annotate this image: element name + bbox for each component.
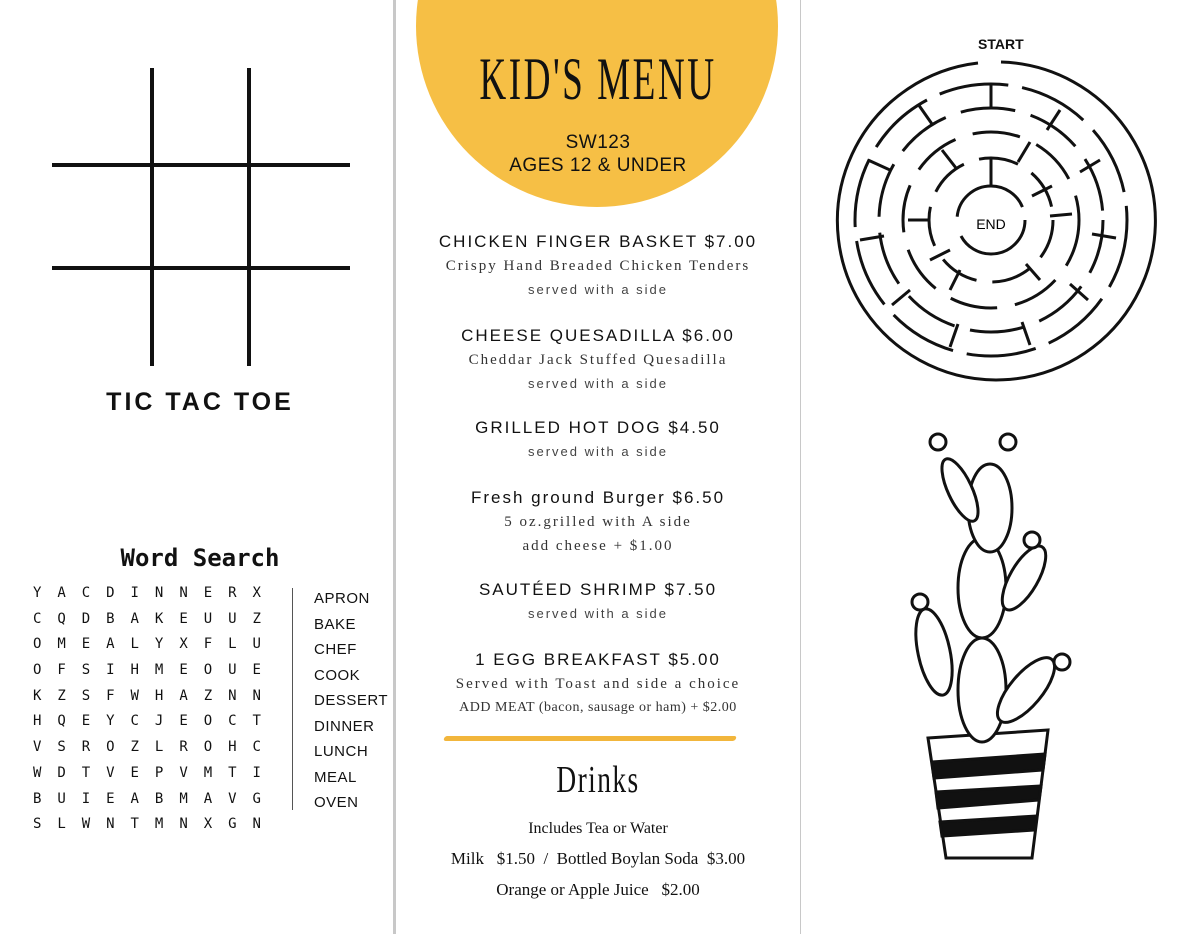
word-search-row (25, 583, 269, 609)
ttt-vertical-line (247, 68, 251, 366)
word-search-letter: B (32, 790, 42, 807)
menu-item (396, 648, 800, 720)
word-search-letter: N (154, 585, 164, 601)
word-search-letter: K (154, 610, 164, 627)
word-search-letter: E (81, 713, 91, 730)
activity-panel-left (0, 0, 396, 934)
word-search-letter: O (203, 739, 213, 756)
word-search-letter: S (81, 687, 91, 704)
word-search-letter: L (130, 636, 139, 653)
drinks-prices: Milk $1.50 / Bottled Boylan Soda $3.00 (450, 849, 746, 868)
word-search-letter: N (106, 816, 115, 833)
menu-item (396, 324, 800, 396)
menu-item (396, 486, 800, 558)
word-search-letter: E (203, 585, 213, 601)
word-search-row (25, 609, 269, 635)
word-search-letter: H (130, 662, 139, 679)
word-search-letter: M (179, 790, 188, 807)
word-search-letter: O (106, 739, 115, 756)
word-search-letter: I (106, 662, 115, 679)
ttt-horizontal-line (52, 163, 350, 167)
activity-panel-right (800, 0, 1200, 934)
word-search-row (25, 711, 269, 737)
menu-item-description: add cheese + $1.00 (522, 538, 674, 554)
menu-item (396, 416, 800, 464)
word-search-letter: W (81, 816, 91, 833)
word-search-letter: E (252, 662, 261, 679)
word-search-letter: E (179, 662, 188, 679)
maze-end-label: END (976, 216, 1006, 232)
word-search-row (25, 686, 269, 712)
word-search-letter: Y (32, 585, 42, 601)
word-search-divider (292, 588, 293, 810)
cactus-flower (1054, 654, 1070, 670)
word-search-word: APRON (314, 590, 370, 607)
word-search-letter: J (154, 713, 164, 730)
menu-item (396, 578, 800, 626)
cactus-flower (1000, 434, 1016, 450)
word-search-letter: N (228, 687, 237, 704)
word-search-row (25, 634, 269, 660)
word-search-letter: S (57, 739, 66, 756)
word-search-word: DESSERT (314, 692, 389, 709)
word-search-letter: Z (130, 739, 139, 756)
word-search-letter: Z (252, 610, 261, 627)
word-search-letter: T (252, 713, 261, 730)
menu-title: KID'S MENU (479, 46, 717, 112)
word-search-letter: U (57, 790, 66, 807)
menu-item-description: 5 oz.grilled with A side (504, 514, 692, 530)
word-search-word: CHEF (314, 641, 357, 658)
word-search-letter: N (252, 816, 261, 833)
word-search-letter: V (228, 790, 237, 807)
word-search-letter: C (252, 739, 261, 756)
word-search-letter: D (81, 610, 91, 627)
word-search-row (25, 737, 269, 763)
word-search-letter: Y (106, 713, 115, 730)
word-search-row (25, 789, 269, 815)
word-search-letter: U (228, 610, 237, 627)
word-search-letter: L (228, 636, 237, 653)
menu-item-name: Fresh ground Burger $6.50 (470, 488, 726, 507)
drinks-title: Drinks (556, 759, 640, 801)
word-search-letter: V (179, 764, 188, 781)
menu-item-description: served with a side (527, 282, 669, 297)
word-search-letter: W (32, 764, 42, 781)
word-search-letter: F (203, 636, 213, 653)
word-search-letter: M (57, 636, 66, 653)
brush-stroke-divider (443, 736, 737, 741)
word-search-word: COOK (314, 666, 361, 684)
word-search-letter: T (130, 816, 139, 833)
word-search-letter: N (179, 816, 188, 833)
word-search-row (25, 763, 269, 789)
word-search-letter: X (203, 816, 213, 833)
word-search-letter: B (106, 610, 115, 627)
word-search-letter: G (228, 816, 237, 833)
word-search-letter: V (32, 739, 42, 756)
menu-item-name: GRILLED HOT DOG $4.50 (475, 418, 721, 437)
menu-age-limit: AGES 12 & UNDER (509, 155, 687, 176)
word-search-letter: Z (57, 687, 66, 704)
word-search-letter: R (228, 585, 237, 601)
word-search-letter: L (154, 739, 164, 756)
word-search-letter: X (252, 585, 261, 601)
word-search-letter: A (130, 610, 139, 627)
word-search-letter: P (154, 764, 164, 781)
tic-tac-toe-title: TIC TAC TOE (106, 388, 294, 416)
word-search-letter: U (228, 662, 237, 679)
word-search-letter: F (57, 662, 66, 679)
word-search-letter: A (57, 585, 66, 601)
menu-item-description: served with a side (527, 444, 669, 459)
word-search-letter: A (130, 790, 139, 807)
word-search-letter: I (252, 764, 261, 781)
word-search-letter: D (57, 764, 66, 781)
menu-item (396, 230, 800, 302)
cactus-flower (912, 594, 928, 610)
word-search-letter: H (154, 687, 164, 704)
word-search-letter: C (228, 713, 237, 730)
word-search-letter: D (106, 585, 115, 601)
word-search-title: Word Search (120, 544, 280, 572)
menu-item-name: 1 EGG BREAKFAST $5.00 (475, 650, 721, 669)
word-search-letter: A (106, 636, 115, 653)
menu-code: SW123 (565, 132, 631, 153)
cactus-arm (909, 606, 959, 699)
word-search-letter: N (252, 687, 261, 704)
word-search-letter: H (32, 713, 42, 730)
word-search-letter: C (130, 713, 139, 730)
drinks-prices: Orange or Apple Juice $2.00 (496, 880, 700, 899)
drinks-includes: Includes Tea or Water (528, 820, 668, 837)
word-search-letter: Q (57, 713, 66, 730)
word-search-letter: L (57, 816, 66, 833)
word-search-letter: O (203, 713, 213, 730)
word-search-letter: Q (57, 610, 66, 627)
word-search-letter: E (106, 790, 115, 807)
cactus-flower (930, 434, 946, 450)
word-search-letter: G (252, 790, 261, 807)
word-search-letter: V (106, 764, 115, 781)
menu-item-description: Cheddar Jack Stuffed Quesadilla (468, 352, 728, 368)
word-search-word: LUNCH (314, 743, 369, 760)
word-search-letter: A (203, 790, 213, 807)
word-search-letter: R (81, 739, 91, 756)
word-search-letter: S (81, 662, 91, 679)
ttt-vertical-line (150, 68, 154, 366)
word-search-word: BAKE (314, 615, 357, 633)
cactus-body (958, 538, 1006, 638)
word-search-letter: H (228, 739, 237, 756)
word-search-letter: E (179, 610, 188, 627)
word-search-letter: R (179, 739, 188, 756)
maze-start-label: START (978, 36, 1024, 52)
menu-item-name: CHICKEN FINGER BASKET $7.00 (438, 232, 758, 251)
word-search-letter: E (130, 764, 139, 781)
word-search-letter: B (154, 790, 164, 807)
word-search-letter: I (81, 790, 91, 807)
word-search-letter: C (32, 610, 42, 627)
word-search-word-list (314, 588, 388, 818)
menu-panel (396, 0, 800, 934)
word-search-word: DINNER (314, 717, 375, 735)
word-search-letter: U (203, 610, 213, 627)
word-search-letter: I (130, 585, 139, 601)
menu-item-description: served with a side (527, 376, 669, 391)
word-search-letter: N (179, 585, 188, 601)
word-search-letter: M (154, 816, 164, 833)
menu-item-description: ADD MEAT (bacon, sausage or ham) + $2.00 (459, 700, 737, 715)
word-search-letter: Y (154, 636, 164, 653)
cactus-illustration (800, 420, 1200, 890)
word-search-letter: X (179, 636, 188, 653)
word-search-word: OVEN (314, 794, 359, 811)
word-search-letter: O (203, 662, 213, 679)
word-search-letter: E (81, 636, 91, 653)
word-search-letter: O (32, 662, 42, 679)
word-search-letter: W (130, 687, 139, 704)
word-search-letter: S (32, 816, 42, 833)
menu-item-description: Served with Toast and side a choice (455, 676, 741, 692)
cactus-flower (1024, 532, 1040, 548)
menu-item-description: Crispy Hand Breaded Chicken Tenders (445, 258, 751, 274)
word-search-letter: T (228, 764, 237, 781)
cactus-body (958, 638, 1006, 742)
word-search-letter: M (203, 764, 213, 781)
word-search-grid (25, 583, 269, 840)
word-search-letter: C (81, 585, 91, 601)
word-search-letter: E (179, 713, 188, 730)
word-search-word: MEAL (314, 768, 357, 786)
word-search-letter: Z (203, 687, 213, 704)
word-search-letter: T (81, 764, 91, 781)
menu-item-description: served with a side (527, 606, 669, 621)
menu-item-name: CHEESE QUESADILLA $6.00 (461, 326, 735, 345)
word-search-letter: M (154, 662, 164, 679)
word-search-row (25, 814, 269, 840)
circular-maze (800, 0, 1200, 400)
word-search-letter: U (252, 636, 261, 653)
word-search-letter: F (106, 687, 115, 704)
word-search-row (25, 660, 269, 686)
word-search-letter: A (179, 687, 188, 704)
word-search-letter: O (32, 636, 42, 653)
ttt-horizontal-line (52, 266, 350, 270)
word-search-letter: K (32, 687, 42, 704)
menu-item-name: SAUTÉED SHRIMP $7.50 (478, 580, 718, 599)
